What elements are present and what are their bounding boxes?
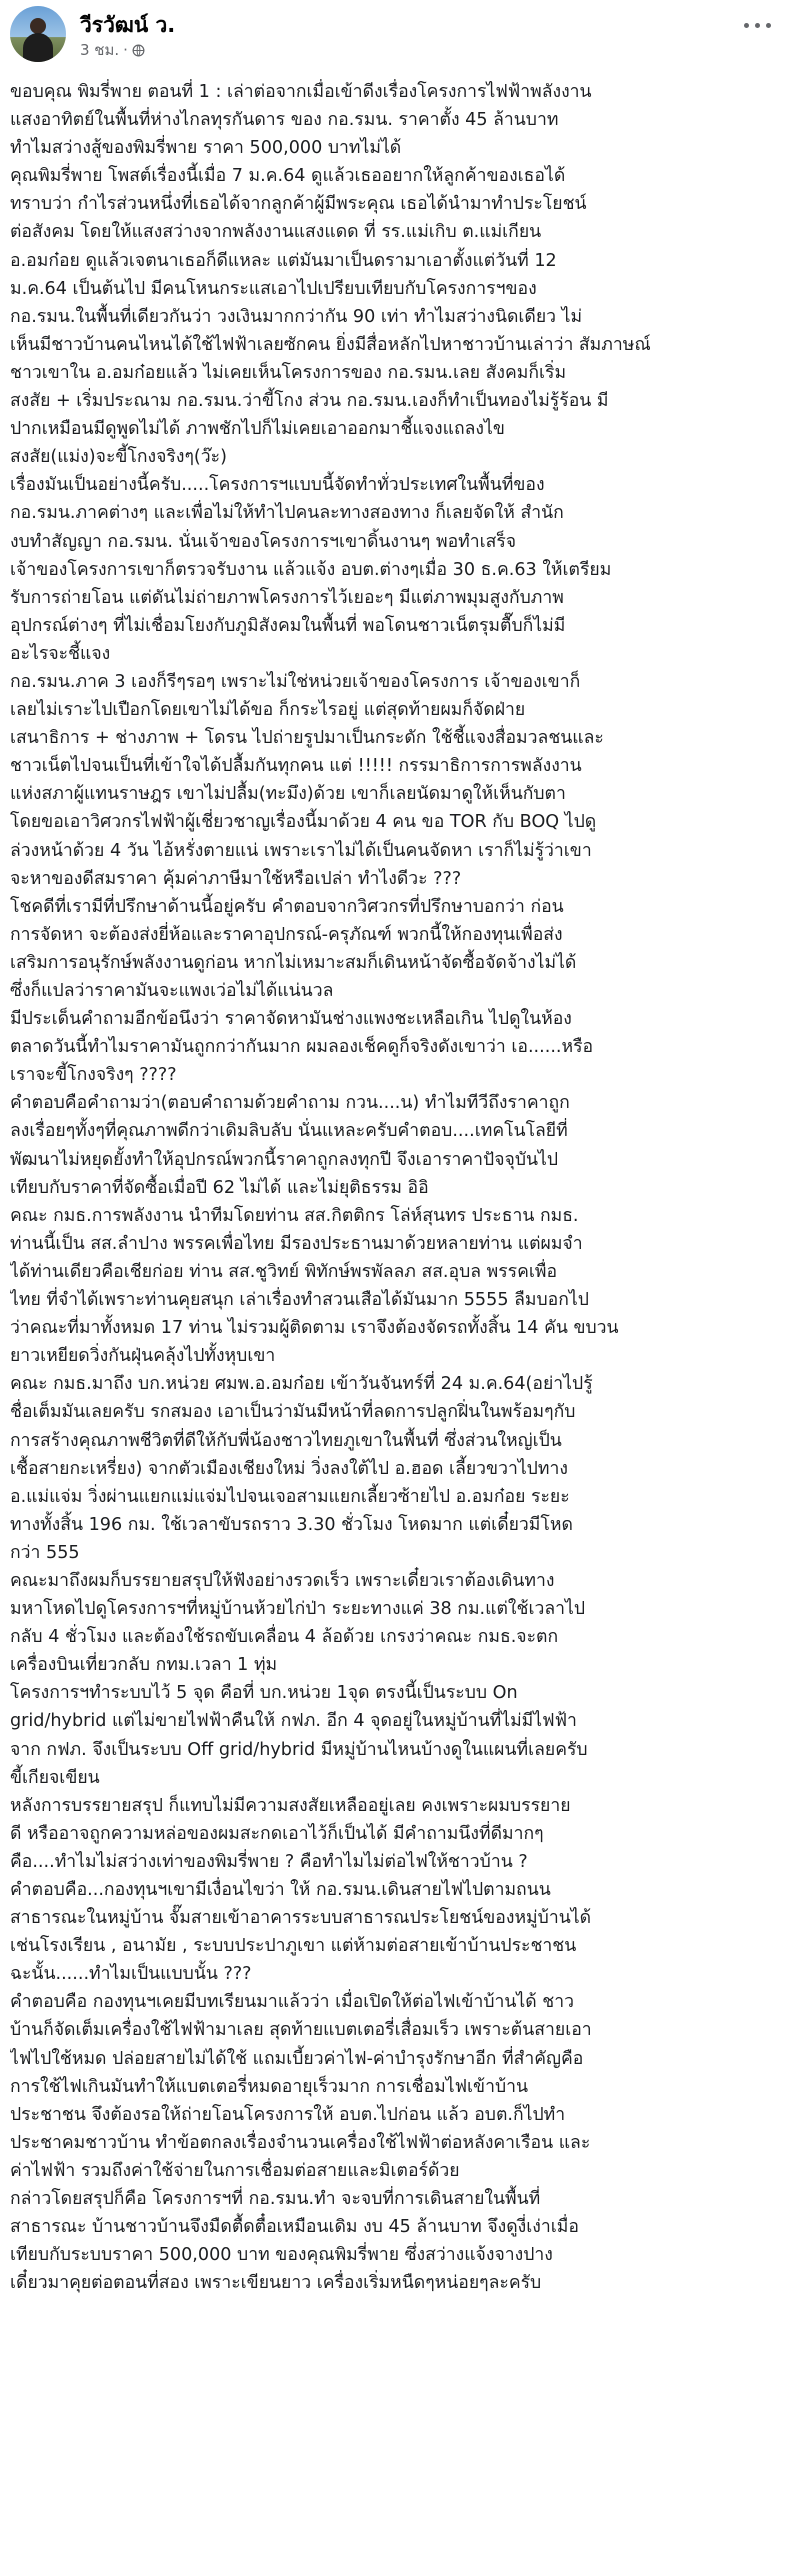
post-text-line: สงสัย(แม่ง)จะขี้โกงจริงๆ(ว๊ะ)	[10, 447, 227, 468]
post-text-line: สาธารณะ บ้านชาวบ้านจึงมืดตื้ดตื๋อเหมือนเดิม งบ 45 ล้านบาท จึงดูงี่เง่าเมื่อ	[10, 2217, 579, 2238]
post-text-line: ทำไมสว่างสู้ของพิมรี่พาย ราคา 500,000 บาทไม่ได้	[10, 138, 402, 159]
post-text-line: แสงอาทิตย์ในพื้นที่ห่างไกลทุรกันดาร ของ กอ.รมน. ราคาตั้ง 45 ล้านบาท	[10, 110, 559, 131]
post-text-line: เห็นมีชาวบ้านคนไหนได้ใช้ไฟฟ้าเลยซักคน ยิ่งมีสื่อหลักไปหาชาวบ้านเล่าว่า สัมภาษณ์	[10, 334, 651, 355]
time-separator: ·	[123, 41, 128, 59]
more-options-icon[interactable]	[742, 16, 774, 34]
post-text-line: ทางทั้งสิ้น 196 กม. ใช้เวลาขับรถราว 3.30 ชั่วโมง โหดมาก แต่เดี๋ยวมีโหด	[10, 1514, 573, 1535]
post-text-line: ค่าไฟฟ้า รวมถึงค่าใช้จ่ายในการเชื่อมต่อสายและมิเตอร์ด้วย	[10, 2160, 460, 2181]
post-text-line: ว่าคณะที่มาทั้งหมด 17 ท่าน ไม่รวมผู้ติดตาม เราจึงต้องจัดรถทั้งสิ้น 14 คัน ขบวน	[10, 1318, 619, 1339]
more-dot	[755, 23, 760, 28]
post-text-line: การใช้ไฟเกินมันทำให้แบตเตอรี่หมดอายุเร็วมาก การเชื่อมไฟเข้าบ้าน	[10, 2076, 529, 2097]
post-text-line: ท่านนี้เป็น สส.ลำปาง พรรคเพื่อไทย มีรองประธานมาด้วยหลายท่าน แต่ผมจำ	[10, 1233, 583, 1254]
post-text-line: ได้ท่านเดียวคือเชียก่อย ท่าน สส.ชูวิทย์ พิทักษ์พรพัลลภ สส.อุบล พรรคเพื่อ	[10, 1261, 558, 1282]
post-text-line: ทราบว่า กำไรส่วนหนึ่งที่เธอได้จากลูกค้าผู้มีพระคุณ เธอได้นำมาทำประโยชน์	[10, 194, 587, 215]
post-text-line: โชคดีที่เรามีที่ปรึกษาด้านนี้อยู่ครับ คำตอบจากวิศวกรที่ปรึกษาบอกว่า ก่อน	[10, 896, 564, 917]
post-text-line: การจัดหา จะต้องส่งยี่ห้อและราคาอุปกรณ์-ครุภัณฑ์ พวกนี้ให้กองทุนเพื่อส่ง	[10, 924, 563, 945]
post-text-line: กอ.รมน.ภาคต่างๆ และเพื่อไม่ให้ทำไปคนละทางสองทาง ก็เลยจัดให้ สำนัก	[10, 503, 564, 524]
post-text-line: คำตอบคือ...กองทุนฯเขามีเงื่อนไขว่า ให้ กอ.รมน.เดินสายไฟไปตามถนน	[10, 1880, 551, 1900]
post-text-line: เดี๋ยวมาคุยต่อตอนที่สอง เพราะเขียนยาว เครื่องเริ่มหนืดๆหน่อยๆละครับ	[10, 2273, 542, 2294]
post-text-line: ประชาคมชาวบ้าน ทำข้อตกลงเรื่องจำนวนเครื่องใช้ไฟฟ้าต่อหลังคาเรือน และ	[10, 2132, 591, 2153]
post-text-line: คำตอบคือคำถามว่า(ตอบคำถามด้วยคำถาม กวน....น) ทำไมทีวีถึงราคาถูก	[10, 1093, 570, 1114]
post-text-line: ลงเรื่อยๆทั้งๆที่คุณภาพดีกว่าเดิมลิบลับ นั่นแหละครับคำตอบ....เทคโนโลยีที่	[10, 1121, 568, 1142]
post-text-line: ต่อสังคม โดยให้แสงสว่างจากพลังงานแสงแดด ที่ รร.แม่เกิบ ต.แม่เกียน	[10, 222, 542, 243]
post-text-line: ม.ค.64 เป็นต้นไป มีคนโหนกระแสเอาไปเปรียบเทียบกับโครงการฯของ	[10, 278, 537, 299]
post-text-line: ตลาดวันนี้ทำไมราคามันถูกกว่ากันมาก ผมลองเช็คดูก็จริงดังเขาว่า เอ......หรือ	[10, 1037, 594, 1058]
post-text-line: ซึ่งก็แปลว่าราคามันจะแพงเว่อไม่ได้แน่นวล	[10, 981, 334, 1001]
globe-icon	[132, 44, 145, 57]
post-text-line: กล่าวโดยสรุปก็คือ โครงการฯที่ กอ.รมน.ทำ จะจบที่การเดินสายในพื้นที่	[10, 2189, 541, 2210]
more-dot	[744, 23, 749, 28]
post-text-line: โดยขอเอาวิศวกรไฟฟ้าผู้เชี่ยวชาญเรื่องนี้มาด้วย 4 คน ขอ TOR กับ BOQ ไปดู	[10, 812, 597, 833]
post-text-line: กอ.รมน.ในพื้นที่เดียวกันว่า วงเงินมากกว่ากัน 90 เท่า ทำไมสว่างนิดเดียว ไม่	[10, 306, 583, 327]
post-text-line: ฉะนั้น......ทำไมเป็นแบบนั้น ???	[10, 1964, 252, 1985]
post-text-line: สาธารณะในหมู่บ้าน จั๊มสายเข้าอาคารระบบสาธารณประโยชน์ของหมู่บ้านได้	[10, 1908, 591, 1929]
post-text-line: สงสัย + เริ่มประณาม กอ.รมน.ว่าขี้โกง ส่วน กอ.รมน.เองก็ทำเป็นทองไม่รู้ร้อน มี	[10, 391, 609, 412]
post-text-line: อ.อมก๋อย ดูแล้วเจตนาเธอก็ดีแหละ แต่มันมาเป็นดรามาเอาตั้งแต่วันที่ 12	[10, 250, 557, 271]
post-body	[10, 78, 792, 2297]
post-text-line: มีประเด็นคำถามอีกข้อนึงว่า ราคาจัดหามันช่างแพงชะเหลือเกิน ไปดูในห้อง	[10, 1009, 572, 1030]
post-text-line: ไฟไปใช้หมด ปล่อยสายไม่ได้ใช้ แถมเบี้ยวค่าไฟ-ค่าบำรุงรักษาอีก ที่สำคัญคือ	[10, 2048, 584, 2069]
post-meta	[80, 38, 145, 62]
post-text-line: เชื้อสายกะเหรี่ยง) จากตัวเมืองเชียงใหม่ วิ่งลงใต้ไป อ.ฮอด เลี้ยวขวาไปทาง	[10, 1458, 568, 1479]
post-text-line: กลับ 4 ชั่วโมง และต้องใช้รถขับเคลื่อน 4 ล้อด้วย เกรงว่าคณะ กมธ.จะตก	[10, 1627, 559, 1648]
post-text-line: งบทำสัญญา กอ.รมน. นั่นเจ้าของโครงการฯเขาดิ้นงานๆ พอทำเสร็จ	[10, 531, 517, 552]
post-text-line: ล่วงหน้าด้วย 4 วัน ไอ้หรั่งตายแน่ เพราะเราไม่ได้เป็นคนจัดหา เราก็ไม่รู้ว่าเขา	[10, 840, 592, 861]
post-text-line: อ.แม่แจ่ม วิ่งผ่านแยกแม่แจ่มไปจนเจอสามแยกเลี้ยวซ้ายไป อ.อมก๋อย ระยะ	[10, 1486, 570, 1507]
post-text-line: รับการถ่ายโอน แต่ดันไม่ถ่ายภาพโครงการไว้เยอะๆ มีแต่ภาพมุมสูงกับภาพ	[10, 587, 564, 608]
post-text-line: เราจะขี้โกงจริงๆ ????	[10, 1065, 177, 1086]
post-text-line: เครื่องบินเที่ยวกลับ กทม.เวลา 1 ทุ่ม	[10, 1655, 278, 1676]
post-text-line: ชื่อเต็มมันเลยครับ รกสมอง เอาเป็นว่ามันมีหน้าที่ลดการปลูกฝิ่นในพร้อมๆกับ	[10, 1402, 576, 1423]
post-text-line: เทียบกับระบบราคา 500,000 บาท ของคุณพิมรี่พาย ซึ่งสว่างแจ้งจางปาง	[10, 2245, 553, 2266]
post-text-line: คือ....ทำไมไม่สว่างเท่าของพิมรี่พาย ? คือทำไมไม่ต่อไฟให้ชาวบ้าน ?	[10, 1851, 528, 1872]
post-text-line: ดี หรืออาจถูกความหล่อของผมสะกดเอาไว้ก็เป็นได้ มีคำถามนึงที่ดีมากๆ	[10, 1823, 544, 1844]
post-text-line: ไทย ที่จำได้เพราะท่านคุยสนุก เล่าเรื่องทำสวนเสือได้มันมาก 5555 ลืมบอกไป	[10, 1290, 589, 1311]
post-text-line: ขอบคุณ พิมรี่พาย ตอนที่ 1 : เล่าต่อจากเมื่อเข้าดีงเรื่องโครงการไฟฟ้าพลังงาน	[10, 82, 592, 102]
post-text-line: คำตอบคือ กองทุนฯเคยมีบทเรียนมาแล้วว่า เมื่อเปิดให้ต่อไฟเข้าบ้านได้ ชาว	[10, 1992, 574, 2013]
avatar-body	[23, 33, 53, 62]
post-text-line: คุณพิมรี่พาย โพสต์เรื่องนี้เมื่อ 7 ม.ค.64 ดูแล้วเธออยากให้ลูกค้าของเธอได้	[10, 166, 566, 187]
post-text-line: ปากเหมือนมีดูพูดไม่ได้ ภาพชักไปก็ไม่เคยเอาออกมาชี้แจงแถลงไข	[10, 419, 505, 440]
post-text-line: ชาวเน็ตไปจนเป็นที่เข้าใจได้ปลื้มกันทุกคน แต่ !!!!! กรรมาธิการการพลังงาน	[10, 756, 582, 777]
post-text-line: เลยไม่เราะไปเปือกโดยเขาไม่ได้ขอ ก็กระไรอยู่ แต่สุดท้ายผมก็จัดฝ่าย	[10, 700, 526, 721]
post-text-line: ขี้เกียจเขียน	[10, 1767, 100, 1788]
post-text-line: จะหาของดีสมราคา คุ้มค่าภาษีมาใช้หรือเปล่า ทำไงดีวะ ???	[10, 868, 462, 889]
post-text-line: โครงการฯทำระบบไว้ 5 จุด คือที่ บก.หน่วย 1จุด ตรงนี้เป็นระบบ On	[10, 1683, 518, 1704]
post-text-line: พัฒนาไม่หยุดยั้งทำให้อุปกรณ์พวกนี้ราคาถูกลงทุกปี จึงเอาราคาปัจจุบันไป	[10, 1149, 559, 1170]
avatar-head	[30, 18, 46, 34]
post-header	[0, 0, 800, 70]
post-text-line: คณะ กมธ.การพลังงาน นำทีมโดยท่าน สส.กิตติกร โล่ห์สุนทร ประธาน กมธ.	[10, 1205, 579, 1226]
post-text-line: เทียบกับราคาที่จัดซื้อเมื่อปี 62 ไม่ได้ และไม่ยุติธรรม อิอิ	[10, 1177, 429, 1198]
post-text-line: คณะ กมธ.มาถึง บก.หน่วย ศมพ.อ.อมก๋อย เข้าวันจันทร์ที่ 24 ม.ค.64(อย่าไปรู้	[10, 1374, 593, 1395]
post-text-line: มหาโหดไปดูโครงการฯที่หมู่บ้านห้วยไก่ป่า ระยะทางแค่ 38 กม.แต่ใช้เวลาไป	[10, 1599, 586, 1620]
post-text-line: กว่า 555	[10, 1542, 80, 1563]
more-dot	[766, 23, 771, 28]
author-name[interactable]: วีรวัฒน์ ว.	[80, 13, 176, 37]
post-text-line: หลังการบรรยายสรุป ก็แทบไม่มีความสงสัยเหลืออยู่เลย คงเพราะผมบรรยาย	[10, 1795, 571, 1816]
post-text-line: เสริมการอนุรักษ์พลังงานดูก่อน หากไม่เหมาะสมก็เดินหน้าจัดซื้อจัดจ้างไม่ได้	[10, 952, 577, 973]
post-text-line: เรื่องมันเป็นอย่างนี้ครับ.....โครงการฯแบบนี้จัดทำทั่วประเทศในพื้นที่ของ	[10, 475, 545, 496]
post-text-line: ชาวเขาใน อ.อมก๋อยแล้ว ไม่เคยเห็นโครงการของ กอ.รมน.เลย สังคมก็เริ่ม	[10, 362, 567, 383]
post-text-line: จาก กฟภ. จึงเป็นระบบ Off grid/hybrid มีหมู่บ้านไหนบ้างดูในแผนที่เลยครับ	[10, 1739, 588, 1760]
post-text-line: เช่นโรงเรียน , อนามัย , ระบบประปาภูเขา แต่ห้ามต่อสายเข้าบ้านประชาชน	[10, 1936, 577, 1957]
avatar[interactable]	[10, 6, 66, 62]
post-text-line: grid/hybrid แต่ไม่ขายไฟฟ้าคืนให้ กฟภ. อีก 4 จุดอยู่ในหมู่บ้านที่ไม่มีไฟฟ้า	[10, 1711, 577, 1732]
post-text-line: เสนาธิการ + ช่างภาพ + โดรน ไปถ่ายรูปมาเป็นกระดัก ใช้ชี้แจงสื่อมวลชนและ	[10, 728, 604, 749]
post-text-line: การสร้างคุณภาพชีวิตที่ดีให้กับพี่น้องชาวไทยภูเขาในพื้นที่ ซึ่งส่วนใหญ่เป็น	[10, 1430, 562, 1451]
post-text-line: คณะมาถึงผมก็บรรยายสรุปให้ฟังอย่างรวดเร็ว เพราะเดี๋ยวเราต้องเดินทาง	[10, 1570, 555, 1591]
post-time[interactable]: 3 ชม.	[80, 41, 120, 59]
post-text-line: อุปกรณ์ต่างๆ ที่ไม่เชื่อมโยงกับภูมิสังคมในพื้นที่ พอโดนชาวเน็ตรุมตื๊บก็ไม่มี	[10, 615, 566, 636]
post-text-line: แห่งสภาผู้แทนราษฎร เขาไม่ปลื้ม(ทะมึง)ด้วย เขาก็เลยนัดมาดูให้เห็นกับตา	[10, 784, 566, 805]
post-text-line: ประชาชน จึงต้องรอให้ถ่ายโอนโครงการให้ อบต.ไปก่อน แล้ว อบต.ก็ไปทำ	[10, 2104, 566, 2125]
post-text-line: ยาวเหยียดวิ่งกันฝุ่นคลุ้งไปทั้งหุบเขา	[10, 1346, 276, 1367]
post-text-line: กอ.รมน.ภาค 3 เองก็รีๆรอๆ เพราะไม่ใช่หน่วยเจ้าของโครงการ เจ้าของเขาก็	[10, 671, 581, 692]
post-text-line: อะไรจะชี้แจง	[10, 643, 111, 664]
post-text-line: เจ้าของโครงการเขาก็ตรวจรับงาน แล้วแจ้ง อบต.ต่างๆเมื่อ 30 ธ.ค.63 ให้เตรียม	[10, 559, 612, 580]
post-text-line: บ้านก็จัดเต็มเครื่องใช้ไฟฟ้ามาเลย สุดท้ายแบตเตอรี่เสื่อมเร็ว เพราะต้นสายเอา	[10, 2020, 592, 2041]
